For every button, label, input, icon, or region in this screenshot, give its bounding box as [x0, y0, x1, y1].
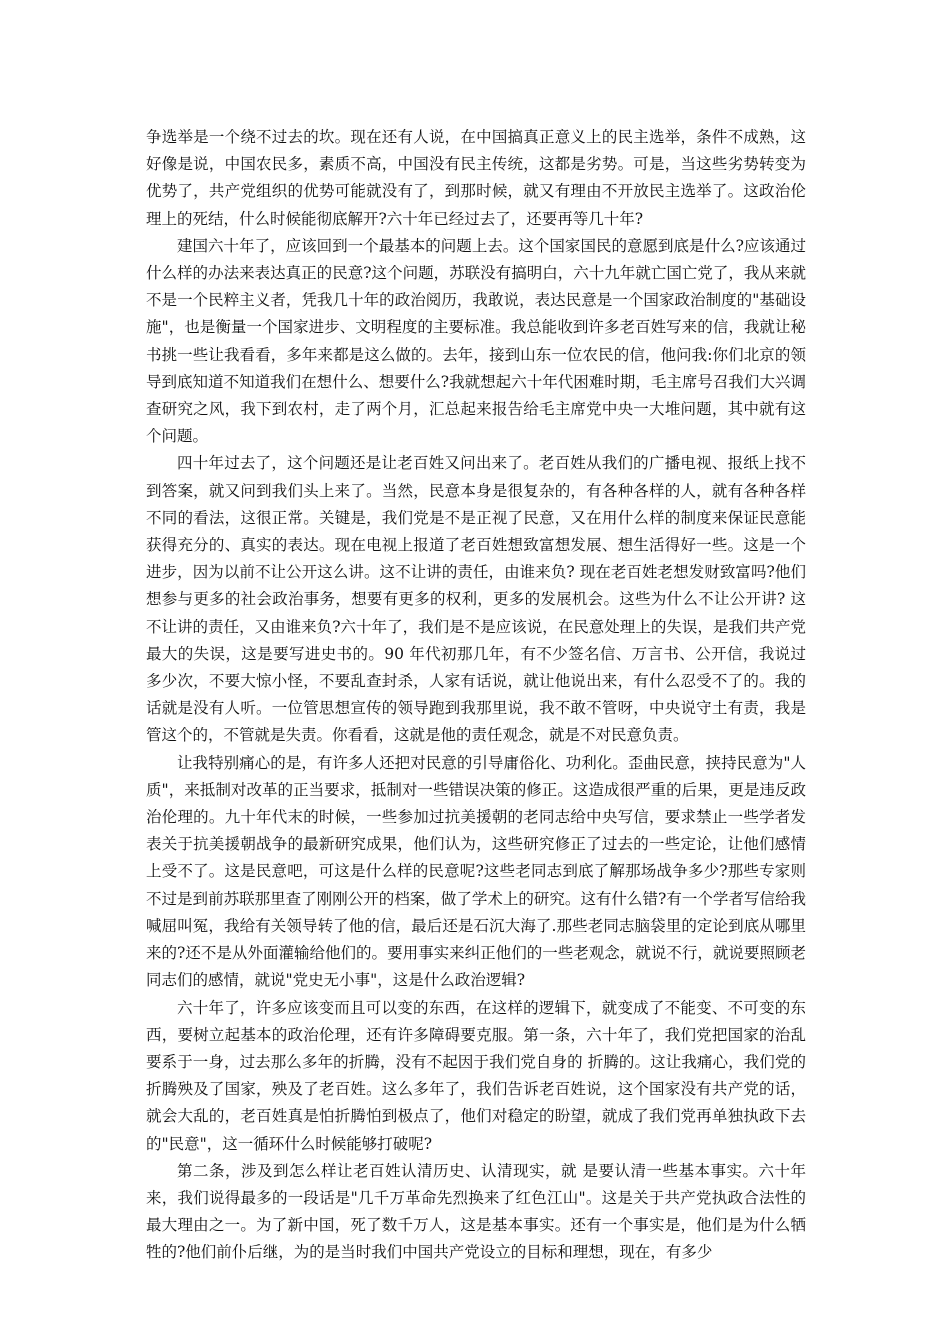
document-body: [146, 124, 806, 1267]
paragraph-6: 第二条，涉及到怎么样让老百姓认清历史、认清现实，就 是要认清一些基本事实。六十年来，我们说得最多的一段话是"几千万革命先烈换来了红色江山"。这是关于共产党执政合法性的最大理由之一。为了新中国，死了数千万人，这是基本事实。还有一个事实是，他们是为什么牺牲的?他们前仆后继，为的是当时我们中国共产党设立的目标和理想，现在，有多少: [146, 1161, 806, 1262]
paragraph-4: 让我特别痛心的是，有许多人还把对民意的引导庸俗化、功利化。歪曲民意，挟持民意为"人质"，来抵制对改革的正当要求，抵制对一些错误决策的修正。这造成很严重的后果，更是违反政治伦理的。九十年代末的时候，一些参加过抗美援朝的老同志给中央写信，要求禁止一些学者发表关于抗美援朝战争的最新研究成果，他们认为，这些研究修正了过去的一些定论，让他们感情上受不了。这是民意吧，可这是什么样的民意呢?这些老同志到底了解那场战争多少?那些专家则不过是到前苏联那里查了刚刚公开的档案，做了学术上的研究。这有什么错?有一个学者写信给我喊屈叫冤，我给有关领导转了他的信，最后还是石沉大海了.那些老同志脑袋里的定论到底从哪里来的?还不是从外面灌输给他们的。要用事实来纠正他们的一些老观念，就说不行，就说要照顾老同志们的感情，就说"党史无小事"，这是什么政治逻辑?: [146, 753, 806, 990]
paragraph-3: 四十年过去了，这个问题还是让老百姓又问出来了。老百姓从我们的广播电视、报纸上找不到答案，就又问到我们头上来了。当然，民意本身是很复杂的，有各种各样的人，就有各种各样不同的看法，这很正常。关键是，我们党是不是正视了民意，又在用什么样的制度来保证民意能获得充分的、真实的表达。现在电视上报道了老百姓想致富想发展、想生活得好一些。这是一个进步，因为以前不让公开这么讲。这不让讲的责任，由谁来负? 现在老百姓老想发财致富吗?他们想参与更多的社会政治事务，想要有更多的权利，更多的发展机会。这些为什么不让公开讲? 这不让讲的责任，又由谁来负?六十年了，我们是不是应该说，在民意处理上的失误，是我们共产党最大的失误，这是要写进史书的。90 年代初那几年，有不少签名信、万言书、公开信，我说过多少次，不要大惊小怪，不要乱查封杀，人家有话说，就让他说出来，有什么忍受不了的。我的话就是没有人听。一位管思想宣传的领导跑到我那里说，我不敢不管呀，中央说守土有责，我是管这个的，不管就是失责。你看看，这就是他的责任观念，就是不对民意负责。: [146, 454, 806, 745]
paragraph-1: 争选举是一个绕不过去的坎。现在还有人说，在中国搞真正意义上的民主选举，条件不成熟，这好像是说，中国农民多，素质不高，中国没有民主传统，这都是劣势。可是，当这些劣势转变为优势了，共产党组织的优势可能就没有了，到那时候，就又有理由不开放民主选举了。这政治伦理上的死结，什么时候能彻底解开?六十年已经过去了，还要再等几十年?: [146, 128, 806, 228]
paragraph-2: 建国六十年了，应该回到一个最基本的问题上去。这个国家国民的意愿到底是什么?应该通过什么样的办法来表达真正的民意?这个问题，苏联没有搞明白，六十九年就亡国亡党了，我从来就不是一个民粹主义者，凭我几十年的政治阅历，我敢说，表达民意是一个国家政治制度的"基础设施"，也是衡量一个国家进步、文明程度的主要标准。我总能收到许多老百姓写来的信，我就让秘书挑一些让我看看，多年来都是这么做的。去年，接到山东一位农民的信，他问我:你们北京的领导到底知道不知道我们在想什么、想要什么?我就想起六十年代困难时期，毛主席号召我们大兴调查研究之风，我下到农村，走了两个月，汇总起来报告给毛主席党中央一大堆问题，其中就有这个问题。: [146, 236, 806, 446]
paragraph-5: 六十年了，许多应该变而且可以变的东西，在这样的逻辑下，就变成了不能变、不可变的东西，要树立起基本的政治伦理，还有许多障碍要克服。第一条，六十年了，我们党把国家的治乱 要系于一身，过去那么多年的折腾，没有不起因于我们党自身的 折腾的。这让我痛心，我们党的折腾殃及了国家，殃及了老百姓。这么多年了，我们告诉老百姓说，这个国家没有共产党的话，就会大乱的，老百姓真是怕折腾怕到极点了，他们对稳定的盼望，就成了我们党再单独执政下去的"民意"，这一循环什么时候能够打破呢?: [146, 998, 806, 1153]
